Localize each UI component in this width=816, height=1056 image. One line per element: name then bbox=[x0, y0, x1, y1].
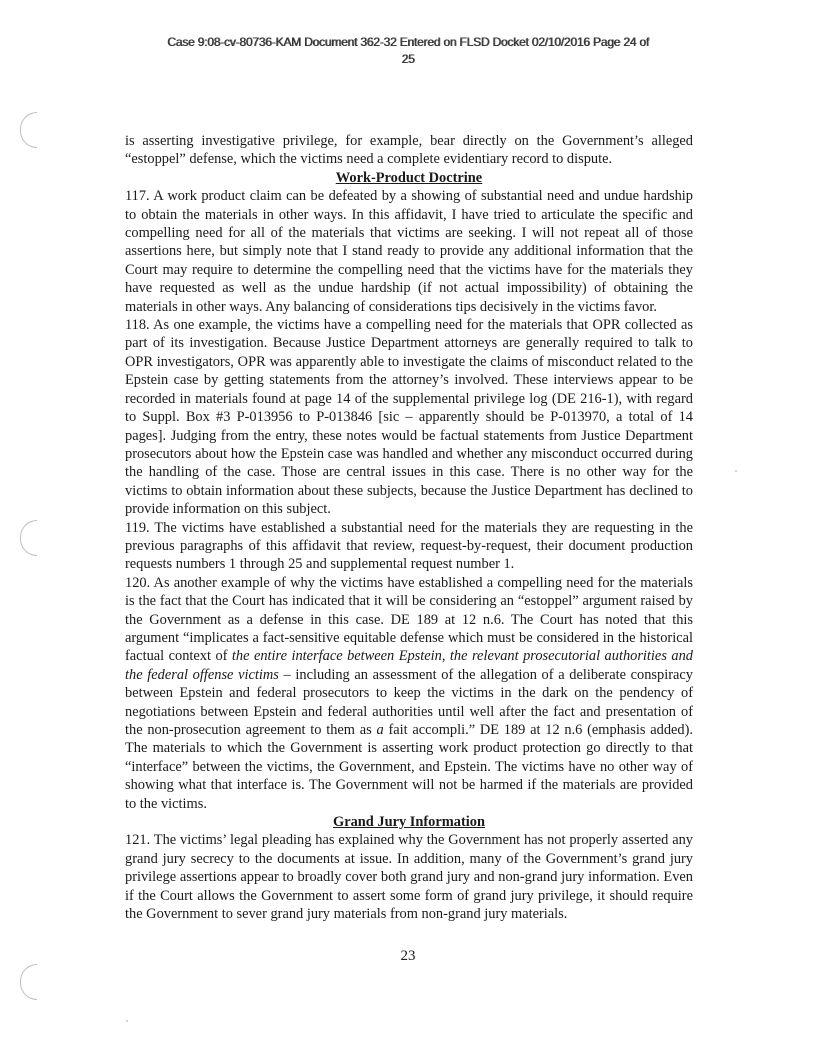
case-header-line-1: Case 9:08-cv-80736-KAM Document 362-32 Entered on FLSD Docket 02/10/2016 Page 24 of bbox=[167, 35, 649, 49]
case-header bbox=[0, 34, 816, 68]
punch-hole-mark-top bbox=[20, 112, 37, 148]
paragraph-120-tail: fait accompli.” DE 189 at 12 n.6 (emphasis added). The materials to which the Government is asserting work product protection go directly to that “interface” between the victims, the Government, and Epstein. The victims have no other way of showing what that interface is. The Government will not be harmed if the materials are provided to the victims. bbox=[125, 722, 693, 812]
scan-speck bbox=[735, 470, 737, 472]
paragraph-118: 118. As one example, the victims have a compelling need for the materials that OPR collected as part of its investigation. Because Justice Department attorneys are generally required to talk to OPR investigators, OPR was apparently able to investigate the claims of misconduct related to the Epstein case by getting statements from the attorney’s involved. These interviews appear to be recorded in materials found at page 14 of the supplemental privilege log (DE 216-1), with regard to Suppl. Box #3 P-013956 to P-013846 [sic – apparently should be P-013970, a total of 14 pages]. Judging from the entry, these notes would be factual statements from Justice Department prosecutors about how the Epstein case was handled and whether any misconduct occurred during the handling of the case. Those are central issues in this case. There is no other way for the victims to obtain information about these subjects, because the Justice Department has declined to provide information on this subject. bbox=[125, 317, 693, 518]
heading-grand-jury-information: Grand Jury Information bbox=[333, 814, 485, 831]
punch-hole-mark-bottom bbox=[20, 964, 37, 1000]
paragraph-120 bbox=[125, 574, 693, 813]
heading-work-product-doctrine: Work-Product Doctrine bbox=[335, 169, 483, 186]
scan-speck bbox=[126, 1020, 128, 1022]
page-number: 23 bbox=[400, 948, 416, 964]
paragraph-120-middle: – including an assessment of the allegation of a deliberate conspiracy between Epstein and federal prosecutors to keep the victims in the dark on the pendency of negotiations between Epstein and federal authorities until well after the fact and presentation of the non-prosecution agreement to them as bbox=[125, 666, 693, 738]
paragraph-119: 119. The victims have established a substantial need for the materials they are requesting in the previous paragraphs of this affidavit that review, request-by-request, their document production requests numbers 1 through 25 and supplemental request number 1. bbox=[125, 519, 693, 573]
punch-hole-mark-middle bbox=[20, 520, 37, 556]
document-body bbox=[125, 132, 693, 923]
paragraph-120-emphasis-a: a bbox=[376, 722, 384, 738]
case-header-line-2: 25 bbox=[401, 52, 415, 66]
paragraph-117: 117. A work product claim can be defeated by a showing of substantial need and undue hardship to obtain the materials in other ways. In this affidavit, I have tried to articulate the specific and compelling need for all of the materials that victims are seeking. I will not repeat all of those assertions here, but simply note that I stand ready to provide any additional information that the Court may require to determine the compelling need that the victims have for the materials they have requested as well as the undue hardship (if not actual impossibility) of obtaining the materials in other ways. Any balancing of considerations tips decisively in the victims favor. bbox=[125, 188, 693, 315]
paragraph-121: 121. The victims’ legal pleading has explained why the Government has not properly asserted any grand jury secrecy to the documents at issue. In addition, many of the Government’s grand jury privilege assertions appear to broadly cover both grand jury and non-grand jury information. Even if the Court allows the Government to assert some form of grand jury privilege, it should require the Government to sever grand jury materials from non-grand jury materials. bbox=[125, 832, 693, 923]
paragraph-120-emphasis: the entire interface between Epstein, the relevant prosecutorial authorities and the federal offense victims bbox=[125, 648, 693, 683]
paragraph-120-intro: 120. As another example of why the victims have established a compelling need for the materials is the fact that the Court has indicated that it will be considering an “estoppel” argument raised by the Government as a defense in this case. DE 189 at 12 n.6. The Court has noted that this argument “implicates a fact-sensitive equitable defense which must be considered in the historical factual context of bbox=[125, 574, 693, 665]
paragraph-continuation: is asserting investigative privilege, for example, bear directly on the Government’s alleged “estoppel” defense, which the victims need a complete evidentiary record to dispute. bbox=[125, 133, 693, 168]
